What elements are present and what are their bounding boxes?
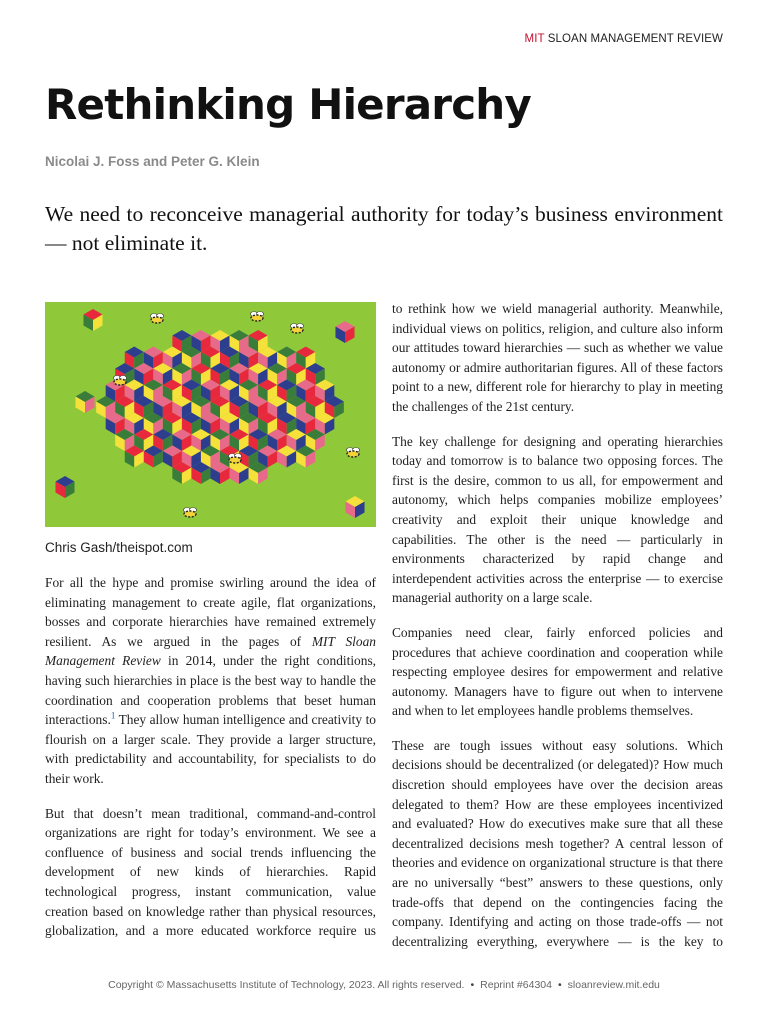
- separator: •: [470, 979, 475, 991]
- honeycomb-cubes-illustration: [45, 302, 376, 527]
- bee-icon: [114, 376, 127, 386]
- bee-icon: [251, 312, 264, 322]
- site-link[interactable]: sloanreview.mit.edu: [567, 979, 660, 991]
- paragraph: Companies need clear, fairly enforced policies and procedures that achieve coordination and cooperation while respecting employee desires for empowerment and relative autonomy. Managers have to figure out when to intervene and when to let employees handle problems themselves.: [392, 624, 723, 719]
- bee-icon: [184, 508, 197, 518]
- bee-icon: [229, 454, 242, 464]
- left-column: [45, 573, 376, 956]
- paragraph: But that doesn’t mean traditional, command-and-control organizations are right for today’s environment. We see a confluence of business and social trends influencing the development of new kinds of hierarchies. Rapid technological progress, instant communication, value creation based on knowledge rather than physical resources, globalization, and a more educated workforce require us: [45, 805, 376, 939]
- bee-icon: [347, 448, 360, 458]
- cube: [55, 476, 74, 498]
- paragraph-text: For all the hype and promise swirling around the idea of eliminating management to create agile, flat organizations, bosses and corporate hierarchies have remained extremely resilient. As we argued in the pages of: [45, 575, 376, 649]
- bee-icon: [151, 314, 164, 324]
- paragraph: to rethink how we wield managerial authority. Meanwhile, individual views on politics, religion, and culture also inform our attitudes toward hierarchies — such as whether we value autonomy or admire authoritarian figures. All of these factors point to a new, different role for hierarchy to play in meeting the challenges of the 21st century.: [392, 301, 723, 414]
- copyright-text: Copyright © Massachusetts Institute of Technology, 2023. All rights reserved.: [108, 979, 465, 991]
- paragraph: These are tough issues without easy solutions. Which decisions should be decentralized (or delegated)? How much discretion should employees have over the decision areas delegated to them? How are these employees incentivized and evaluated? How do executives make sure that all these decentralized decisions mesh together? A central lesson of theories and evidence on organizational structure is that there are no universally “best” answers to these questions, only trade-offs that depend on the contingencies facing the company. Identifying and acting on those trade-offs — not decentralizing everything, everywhere — is the key to: [392, 737, 723, 949]
- paragraph-text: They allow human intelligence and creativity to flourish on a larger scale. They provide a larger structure, with predictability and accountability, for specialists to do their work.: [45, 712, 376, 786]
- cube: [345, 496, 364, 518]
- paragraph: The key challenge for designing and operating hierarchies today and tomorrow is to balance two opposing forces. The first is the desire, common to us all, for empowerment and autonomy, which helps companies mobilize employees’ creativity and exploit their unique knowledge and capabilities. The other is the need — particularly in environments characterized by rapid change and interdependent activities across the enterprise — to exercise managerial authority on a large scale.: [392, 433, 723, 606]
- publication-name: MIT Sloan Management Review: [45, 633, 376, 669]
- cube: [75, 391, 94, 413]
- page-footer: [0, 979, 768, 991]
- article-title: Rethinking Hierarchy: [45, 80, 531, 129]
- paragraph: [45, 573, 376, 789]
- article-dek: We need to reconceive managerial authority for today’s business environment — not eliminate it.: [45, 202, 723, 255]
- masthead-publication: SLOAN MANAGEMENT REVIEW: [547, 33, 723, 45]
- cube: [83, 309, 102, 331]
- bee-icon: [291, 324, 304, 334]
- right-column: [392, 299, 723, 966]
- reprint-number: Reprint #64304: [480, 979, 552, 991]
- masthead: [525, 33, 723, 45]
- masthead-brand: MIT: [524, 33, 545, 45]
- article-illustration: [45, 302, 376, 527]
- image-caption: Chris Gash/theispot.com: [45, 540, 193, 555]
- separator: •: [557, 979, 562, 991]
- article-authors: Nicolai J. Foss and Peter G. Klein: [45, 154, 260, 169]
- paragraph-text: in 2014, under the right conditions, having such hierarchies in place is the best way to handle the coordination and cooperation problems that beset human interactions.: [45, 653, 376, 728]
- footnote-link[interactable]: 1: [110, 710, 116, 721]
- cube: [335, 321, 354, 343]
